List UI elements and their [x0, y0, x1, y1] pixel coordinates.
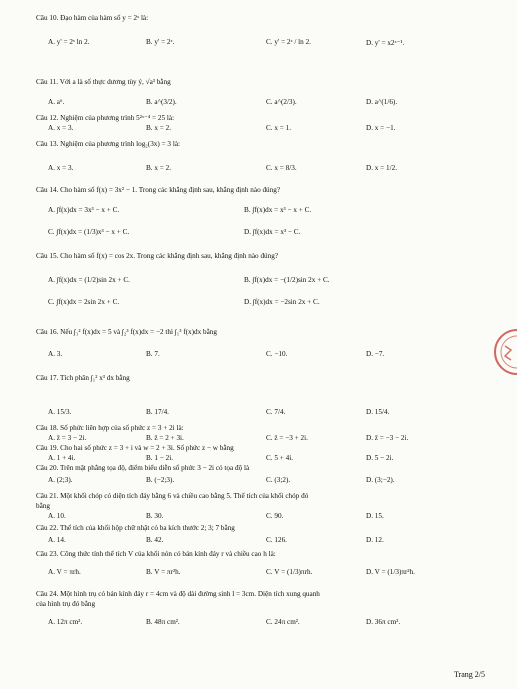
answer-option[interactable]: D. x = 1/2. — [366, 164, 398, 172]
answer-option[interactable]: A. ∫f(x)dx = 3x³ − x + C. — [48, 206, 120, 214]
answer-option[interactable]: A. ∫f(x)dx = (1/2)sin 2x + C. — [48, 276, 130, 284]
question-q14: Câu 14. Cho hàm số f(x) = 3x² − 1. Trong các khẳng định sau, khẳng định nào đúng? — [36, 186, 281, 194]
question-q11: Câu 11. Với a là số thực dương tùy ý, √a³ bằng — [36, 78, 171, 86]
answer-option[interactable]: B. 30. — [146, 512, 164, 520]
answer-option[interactable]: A. 14. — [48, 536, 66, 544]
answer-option[interactable]: C. ∫f(x)dx = 2sin 2x + C. — [48, 298, 120, 306]
answer-option[interactable]: D. 12. — [366, 536, 384, 544]
answer-option[interactable]: B. 17/4. — [146, 408, 169, 416]
answer-option[interactable]: B. ∫f(x)dx = −(1/2)sin 2x + C. — [244, 276, 330, 284]
answer-option[interactable]: B. 7. — [146, 350, 160, 358]
answer-option[interactable]: C. 5 + 4i. — [266, 454, 294, 462]
answer-option[interactable]: C. 90. — [266, 512, 284, 520]
answer-option[interactable]: C. V = (1/3)πrh. — [266, 568, 313, 576]
answer-option[interactable]: A. x = 3. — [48, 164, 74, 172]
answer-option[interactable]: B. ∫f(x)dx = x³ − x + C. — [244, 206, 312, 214]
question-q16: Câu 16. Nếu ∫₁² f(x)dx = 5 và ∫₂³ f(x)dx = −2 thì ∫₁³ f(x)dx bằng — [36, 328, 217, 336]
answer-option[interactable]: D. ∫f(x)dx = −2sin 2x + C. — [244, 298, 320, 306]
answer-option[interactable]: C. 126. — [266, 536, 287, 544]
options-row — [36, 568, 501, 578]
options-row — [36, 408, 501, 418]
question-q19: Câu 19. Cho hai số phức z = 3 + i và w = 2 + 3i. Số phức z − w bằng — [36, 444, 234, 452]
answer-option[interactable]: C. x = 8/3. — [266, 164, 297, 172]
question-q24: Câu 24. Một hình trụ có bán kính đáy r = 4cm và độ dài đường sinh l = 3cm. Diện tích xung quanh — [36, 590, 320, 598]
answer-option[interactable]: C. 7/4. — [266, 408, 286, 416]
options-row — [36, 276, 501, 286]
answer-option[interactable]: D. 15. — [366, 512, 384, 520]
answer-option[interactable]: A. 1 + 4i. — [48, 454, 76, 462]
answer-option[interactable]: C. a^(2/3). — [266, 98, 297, 106]
answer-option[interactable]: D. −7. — [366, 350, 385, 358]
answer-option[interactable]: A. 3. — [48, 350, 63, 358]
answer-option[interactable]: D. V = (1/3)πr²h. — [366, 568, 415, 576]
answer-option[interactable]: C. ∫f(x)dx = (1/3)x³ − x + C. — [48, 228, 130, 236]
options-row — [36, 618, 501, 628]
answer-option[interactable]: C. z̄ = −3 + 2i. — [266, 434, 308, 442]
answer-option[interactable]: B. 48π cm². — [146, 618, 180, 626]
options-row — [36, 536, 501, 546]
answer-option[interactable]: B. a^(3/2). — [146, 98, 177, 106]
answer-option[interactable]: A. y' = 2ˣ ln 2. — [48, 38, 90, 46]
answer-option[interactable]: D. z̄ = −3 − 2i. — [366, 434, 409, 442]
options-row — [36, 38, 501, 48]
question-q21: Câu 21. Một khối chóp có diện tích đáy bằng 6 và chiều cao bằng 5. Thể tích của khối chóp đó — [36, 492, 309, 500]
question-q20: Câu 20. Trên mặt phẳng tọa độ, điểm biểu diễn số phức 3 − 2i có tọa độ là — [36, 464, 250, 472]
answer-option[interactable]: A. z̄ = 3 − 2i. — [48, 434, 87, 442]
answer-option[interactable]: D. 15/4. — [366, 408, 390, 416]
answer-option[interactable]: B. 1 − 2i. — [146, 454, 174, 462]
answer-option[interactable]: D. 36π cm². — [366, 618, 401, 626]
question-q10: Câu 10. Đạo hàm của hàm số y = 2ˣ là: — [36, 14, 149, 22]
answer-option[interactable]: B. y' = 2ˣ. — [146, 38, 175, 46]
answer-option[interactable]: B. x = 2. — [146, 164, 172, 172]
question-q12: Câu 12. Nghiệm của phương trình 5²ˣ⁻⁴ = 25 là: — [36, 114, 175, 122]
options-row — [36, 298, 501, 308]
answer-option[interactable]: C. 24π cm². — [266, 618, 300, 626]
options-row — [36, 206, 501, 216]
question-q23: Câu 23. Công thức tính thể tích V của khối nón có bán kính đáy r và chiều cao h là: — [36, 550, 276, 558]
options-row — [36, 164, 501, 174]
answer-option[interactable]: C. y' = 2ˣ / ln 2. — [266, 38, 311, 46]
answer-option[interactable]: B. 42. — [146, 536, 164, 544]
question-q24-continued: của hình trụ đó bằng — [36, 600, 96, 608]
answer-option[interactable]: D. ∫f(x)dx = x³ − C. — [244, 228, 301, 236]
answer-option[interactable]: D. x = −1. — [366, 124, 396, 132]
question-q21-continued: bằng — [36, 502, 50, 510]
question-q22: Câu 22. Thể tích của khối hộp chữ nhật có ba kích thước 2; 3; 7 bằng — [36, 524, 235, 532]
question-q13: Câu 13. Nghiệm của phương trình log₂(3x) = 3 là: — [36, 140, 181, 148]
school-seal-stamp — [491, 324, 517, 380]
answer-option[interactable]: C. x = 1. — [266, 124, 292, 132]
answer-option[interactable]: B. z̄ = 2 + 3i. — [146, 434, 184, 442]
options-row — [36, 98, 501, 108]
answer-option[interactable]: D. y' = x2ˣ⁻¹. — [366, 39, 405, 47]
answer-option[interactable]: A. a⁶. — [48, 98, 65, 106]
answer-option[interactable]: B. x = 2. — [146, 124, 172, 132]
answer-option[interactable]: A. (2;3). — [48, 476, 73, 484]
answer-option[interactable]: A. x = 3. — [48, 124, 74, 132]
question-q18: Câu 18. Số phức liên hợp của số phức z = 3 + 2i là: — [36, 424, 184, 432]
answer-option[interactable]: D. 5 − 2i. — [366, 454, 394, 462]
options-row — [36, 350, 501, 360]
options-row — [36, 454, 501, 464]
answer-option[interactable]: B. (−2;3). — [146, 476, 175, 484]
answer-option[interactable]: D. a^(1/6). — [366, 98, 398, 106]
answer-option[interactable]: D. (3;−2). — [366, 476, 395, 484]
options-row — [36, 434, 501, 444]
answer-option[interactable]: C. (3;2). — [266, 476, 291, 484]
question-q17: Câu 17. Tích phân ∫₁² x³ dx bằng — [36, 374, 130, 382]
answer-option[interactable]: A. V = πrh. — [48, 568, 81, 576]
answer-option[interactable]: A. 12π cm². — [48, 618, 83, 626]
page-number: Trang 2/5 — [453, 670, 485, 679]
answer-option[interactable]: A. 15/3. — [48, 408, 72, 416]
options-row — [36, 476, 501, 486]
options-row — [36, 124, 501, 134]
options-row — [36, 512, 501, 522]
answer-option[interactable]: C. −10. — [266, 350, 288, 358]
answer-option[interactable]: B. V = πr²h. — [146, 568, 181, 576]
question-q15: Câu 15. Cho hàm số f(x) = cos 2x. Trong các khẳng định sau, khẳng định nào đúng? — [36, 252, 279, 260]
options-row — [36, 228, 501, 238]
answer-option[interactable]: A. 10. — [48, 512, 66, 520]
